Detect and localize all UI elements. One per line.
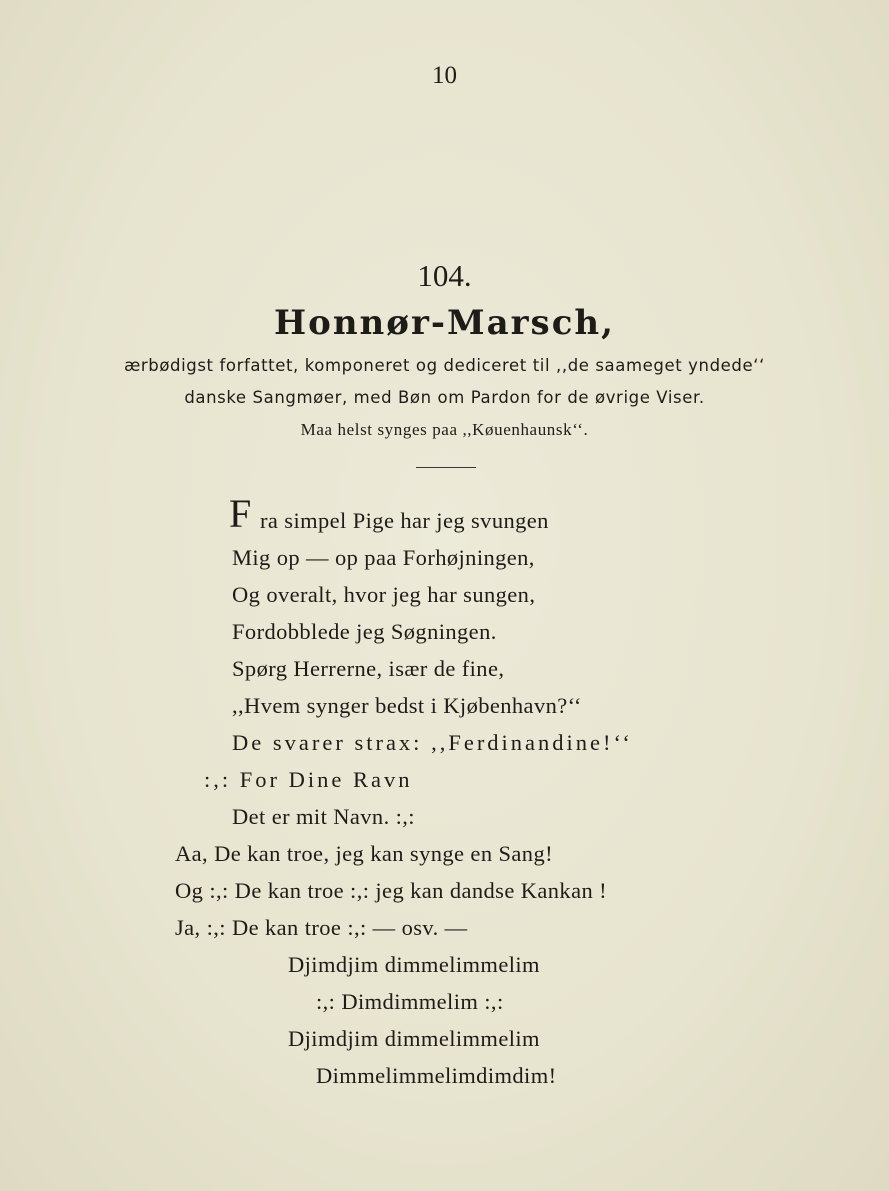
verse-line: ,,Hvem synger bedst i Kjøbenhavn?‘‘ [232, 693, 582, 718]
verse-line: Fordobblede jeg Søgningen. [232, 619, 497, 644]
section-divider [416, 467, 476, 468]
verse-line: Dimmelimmelimdimdim! [316, 1063, 557, 1088]
subtitle-line: danske Sangmøer, med Bøn om Pardon for de øvrige Viser. [184, 388, 705, 407]
song-number: 104. [417, 258, 472, 293]
verse-line: :,: For Dine Ravn [204, 767, 413, 792]
subtitle-line: ærbødigst forfattet, komponeret og dediceret til ,,de saameget yndede‘‘ [124, 356, 765, 375]
verse-line: Det er mit Navn. :,: [232, 804, 415, 829]
verse-line: Aa, De kan troe, jeg kan synge en Sang! [175, 841, 553, 866]
verse-line: Ja, :,: De kan troe :,: — osv. — [175, 915, 468, 940]
verse-line: Mig op — op paa Forhøjningen, [232, 545, 535, 570]
song-title: Honnør-Marsch, [274, 303, 615, 343]
verse-line: Djimdjim dimmelimmelim [288, 952, 540, 977]
verse-line: Djimdjim dimmelimmelim [288, 1026, 540, 1051]
verse-line: :,: Dimdimmelim :,: [316, 989, 504, 1014]
verse-line: De svarer strax: ,,Ferdinandine!‘‘ [232, 730, 633, 755]
verse-line: Og :,: De kan troe :,: jeg kan dandse Kankan ! [175, 878, 608, 903]
page-number: 10 [432, 62, 457, 89]
verse-line: ra simpel Pige har jeg svungen [260, 508, 549, 533]
verse-line: Spørg Herrerne, især de fine, [232, 656, 505, 681]
subtitle-line: Maa helst synges paa ,,Køuenhaunsk‘‘. [300, 420, 589, 439]
verse-line: Og overalt, hvor jeg har sungen, [232, 582, 536, 607]
drop-cap: F [229, 491, 252, 536]
